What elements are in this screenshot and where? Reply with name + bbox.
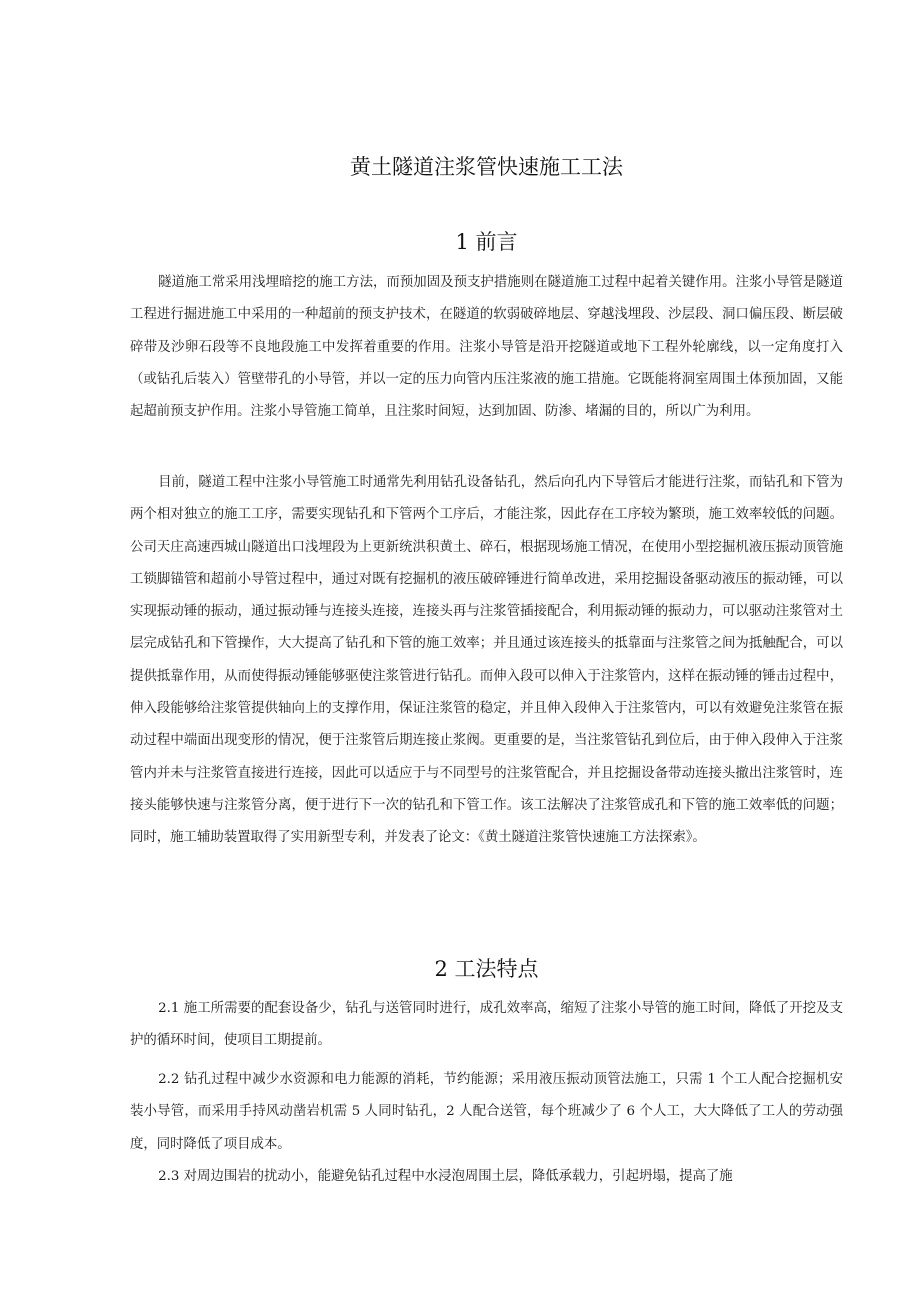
paragraph-preface-1: 隧道施工常采用浅埋暗挖的施工方法，而预加固及预支护措施则在隧道施工过程中起着关键作用。注浆小导管是隧道工程进行掘进施工中采用的一种超前的预支护技术，在隧道的软弱破碎地层、穿越浅埋段、沙层段、洞口偏压段、断层破碎带及沙卵石段等不良地段施工中发挥着重要的作用。注浆小导管是沿开挖隧道或地下工程外轮廓线，以一定角度打入（或钻孔后装入）管壁带孔的小导管，并以一定的压力向管内压注浆液的施工措施。它既能将洞室周围土体预加固，又能起超前预支护作用。注浆小导管施工简单，且注浆时间短，达到加固、防渗、堵漏的目的，所以广为利用。: [130, 275, 843, 420]
document-title: 黄土隧道注浆管快速施工工法: [350, 155, 623, 179]
paragraph-feature-2-1: 2.1 施工所需要的配套设备少，钻孔与送管同时进行，成孔效率高，缩短了注浆小导管的施工时间，降低了开挖及支护的循环时间，使项目工期提前。: [130, 1001, 843, 1049]
section-heading-features: 2 工法特点: [434, 957, 539, 981]
section-heading-preface: 1 前言: [455, 230, 518, 254]
paragraph-preface-2: 目前，隧道工程中注浆小导管施工时通常先利用钻孔设备钻孔，然后向孔内下导管后才能进行注浆，而钻孔和下管为两个相对独立的施工工序，需要实现钻孔和下管两个工序后，才能注浆，因此存在工序较为繁琐，施工效率较低的问题。公司天庄高速西城山隧道出口浅埋段为上更新统洪积黄土、碎石，根据现场施工情况，在使用小型挖掘机液压振动顶管施工锁脚锚管和超前小导管过程中，通过对既有挖掘机的液压破碎锤进行简单改进，采用挖掘设备驱动液压的振动锤，可以实现振动锤的振动，通过振动锤与连接头连接，连接头再与注浆管插接配合，利用振动锤的振动力，可以驱动注浆管对土层完成钻孔和下管操作，大大提高了钻孔和下管的施工效率；并且通过该连接头的抵靠面与注浆管之间为抵触配合，可以提供抵靠作用，从而使得振动锤能够驱使注浆管进行钻孔。而伸入段可以伸入于注浆管内，这样在振动锤的锤击过程中，伸入段能够给注浆管提供轴向上的支撑作用，保证注浆管的稳定，并且伸入段伸入于注浆管内，可以有效避免注浆管在振动过程中端面出现变形的情况，便于注浆管后期连接止浆阀。更重要的是，当注浆管钻孔到位后，由于伸入段伸入于注浆管内并未与注浆管直接进行连接，因此可以适应于与不同型号的注浆管配合，并且挖掘设备带动连接头撤出注浆管时，连接头能够快速与注浆管分离，便于进行下一次的钻孔和下管工作。该工法解决了注浆管成孔和下管的施工效率低的问题；同时，施工辅助装置取得了实用新型专利，并发表了论文：《黄土隧道注浆管快速施工方法探索》。: [130, 475, 843, 846]
paragraph-feature-2-3: 2.3 对周边围岩的扰动小，能避免钻孔过程中水浸泡周围土层，降低承载力，引起坍塌，提高了施: [158, 1169, 733, 1184]
paragraph-feature-2-2: 2.2 钻孔过程中减少水资源和电力能源的消耗，节约能源；采用液压振动顶管法施工，只需 1 个工人配合挖掘机安装小导管，而采用手持风动凿岩机需 5 人同时钻孔，2 人配合送管，每个班减少了 6 个人工，大大降低了工人的劳动强度，同时降低了项目成本。: [130, 1072, 843, 1152]
